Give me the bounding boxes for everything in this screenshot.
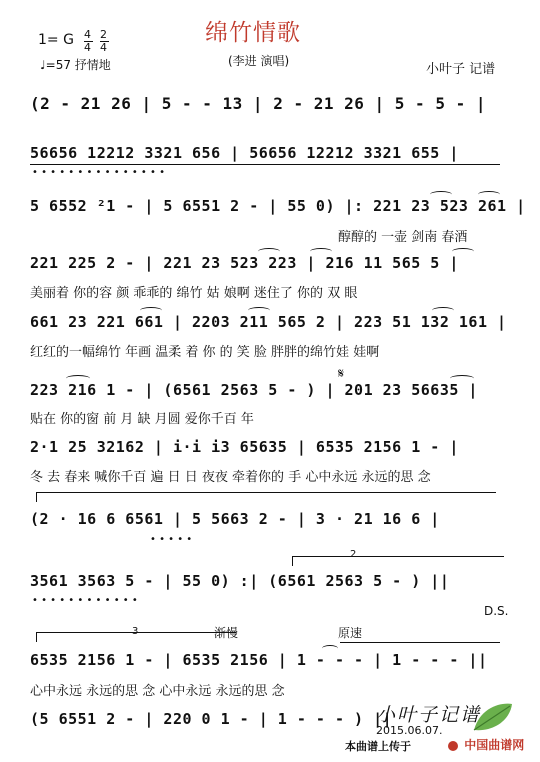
volta-2-label: 2 <box>350 549 357 560</box>
score-row-6: 223 216 1 - | (6561 2563 5 - ) | 201 23 56635 | <box>30 381 478 399</box>
slur-row-5c <box>432 307 454 314</box>
segno-sign: 𝄋 <box>338 366 345 382</box>
ds-mark: D.S. <box>484 604 509 618</box>
slur-row-6b <box>450 375 474 382</box>
transcriber: 小叶子 记谱 <box>426 62 496 77</box>
slur-row-5b <box>248 307 270 314</box>
lyrics-row-4: 美丽着 你的容 颜 乖乖的 绵竹 姑 娘啊 迷住了 你的 双 眼 <box>30 286 358 301</box>
volta-2-line <box>292 556 504 557</box>
site-logo[interactable] <box>448 736 524 753</box>
slur-row-6 <box>66 375 90 382</box>
lyrics-row-3: 醇醇的 一壶 剑南 春酒 <box>338 230 468 245</box>
score-row-8: (2 · 16 6 6561 | 5 5663 2 - | 3 · 21 16 6 | <box>30 510 440 528</box>
score-title: 绵竹情歌 <box>205 20 301 46</box>
date-stamp: 2015.06.07. <box>376 724 443 737</box>
slur-row-3b <box>478 191 500 198</box>
slur-row-3 <box>430 191 452 198</box>
score-row-9: 3561 3563 5 - | 55 0) :| (6561 2563 5 - ) || <box>30 572 450 590</box>
score-row-3: 5 6552 ²1 - | 5 6551 2 - | 55 0) |: 221 23 523 261 | <box>30 197 526 215</box>
lyrics-row-6: 贴在 你的窗 前 月 缺 月圆 爱你千百 年 <box>30 412 254 427</box>
score-row-7: 2·1 25 32162 | i·i i3 65635 | 6535 2156 1 - | <box>30 438 459 456</box>
site-logo-icon <box>448 741 458 751</box>
time-signature-b <box>100 30 109 53</box>
performer: (李进 演唱) <box>228 54 290 68</box>
dots-row-9: • • • • • • • • • • • • <box>32 595 138 606</box>
bracket-line-row-10 <box>340 642 500 643</box>
lyrics-row-7: 冬 去 春来 喊你千百 遍 日 日 夜夜 牵着你的 手 心中永远 永远的思 念 <box>30 470 431 485</box>
transcriber-stamp: 小叶子记谱 <box>376 704 482 726</box>
score-row-5: 661 23 221 661 | 2203 211 565 2 | 223 51 132 161 | <box>30 313 507 331</box>
score-row-10: 6535 2156 1 - | 6535 2156 | 1 - - - | 1 - - - || <box>30 651 488 669</box>
site-logo-text: 中国曲谱网 <box>464 738 525 752</box>
score-row-11: (5 6551 2 - | 220 0 1 - | 1 - - - ) || <box>30 710 393 728</box>
underline-row-2 <box>30 164 500 165</box>
volta-3-label: 3 <box>132 626 139 637</box>
key-signature: 1= G <box>38 32 74 48</box>
score-row-2: 56656 12212 3321 656 | 56656 12212 3321 655 | <box>30 144 459 162</box>
time-signature-a <box>84 30 93 53</box>
slur-row-4c <box>452 248 474 255</box>
uploaded-note: 本曲谱上传于 <box>345 740 411 753</box>
volta-2-bracket <box>292 556 293 566</box>
lyrics-row-10: 心中永远 永远的思 念 心中永远 永远的思 念 <box>30 684 285 699</box>
tempo-change-slowing: 渐慢 <box>214 626 239 640</box>
slur-row-5 <box>140 307 162 314</box>
dots-row-2: • • • • • • • • • • • • • • • <box>32 167 165 178</box>
slur-row-4b <box>310 248 332 255</box>
bracket-line-row-8 <box>36 492 496 493</box>
score-row-4: 221 225 2 - | 221 23 523 223 | 216 11 565 5 | <box>30 254 459 272</box>
score-row-1: (2 - 21 26 | 5 - - 13 | 2 - 21 26 | 5 - 5 - | <box>30 94 486 113</box>
meter-a-top: 4 <box>84 28 91 41</box>
meter-b-top: 2 <box>100 28 107 41</box>
tempo-marking: ♩=57 抒情地 <box>40 58 111 72</box>
leaf-icon <box>470 700 516 738</box>
tempo-change-return: 原速 <box>338 626 363 640</box>
slur-row-10 <box>322 645 338 652</box>
meter-a-bottom: 4 <box>84 41 91 54</box>
lyrics-row-5: 红红的一幅绵竹 年画 温柔 着 你 的 笑 脸 胖胖的绵竹娃 娃啊 <box>30 345 380 360</box>
dots-row-8: • • • • • <box>150 534 193 545</box>
bracket-left-row-8 <box>36 492 37 502</box>
meter-b-bottom: 4 <box>100 41 107 54</box>
volta-3-bracket <box>36 632 37 642</box>
slur-row-4 <box>258 248 280 255</box>
